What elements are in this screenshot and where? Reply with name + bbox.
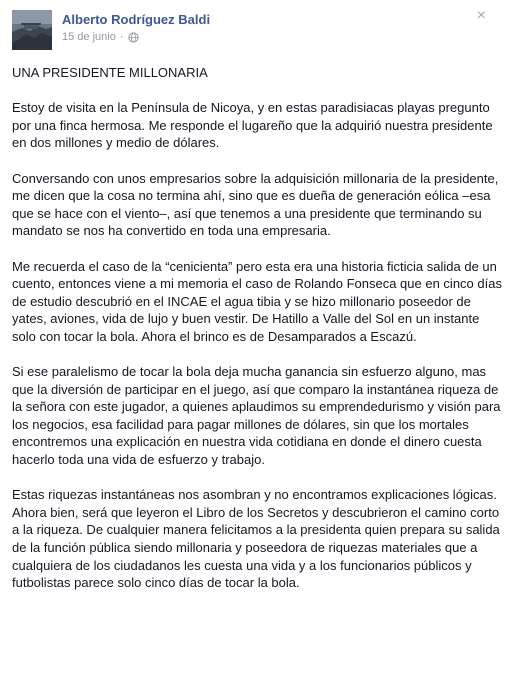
globe-icon[interactable] xyxy=(128,32,139,43)
post-paragraph-5: Estas riquezas instantáneas nos asombran y no encontramos explicaciones lógicas. Ahora bien, será que leyeron el Libro de los Secretos y descubrieron el camino corto a la riqueza. De cualquier manera felicitamos a la presidenta quien prepara su salida de la función pública siendo millonaria y poseedora de riquezas materiales que a cualquiera de los ciudadanos les cuesta una vida y a los funcionarios públicos y futbolistas parece solo cinco días de tocar la bola. xyxy=(12,487,500,591)
post-timestamp[interactable]: 15 de junio xyxy=(62,31,116,43)
close-icon[interactable]: × xyxy=(476,7,486,24)
post-paragraph-3: Me recuerda el caso de la “cenicienta” pero esta era una historia ficticia salida de un cuento, entonces viene a mi memoria el caso de Rolando Fonseca que en cinco días de estudio descubrió en el INCAE el agua tibia y se hizo millonario poseedor de yates, aviones, vida de lujo y buen vestir. De Hatillo a Valle del Sol en un instante solo con tocar la bola. Ahora el brinco es de Desamparados a Escazú. xyxy=(12,258,502,344)
post-content xyxy=(12,64,502,609)
avatar[interactable] xyxy=(12,10,52,50)
post-paragraph-1: Estoy de visita en la Península de Nicoya, y en estas paradisiacas playas pregunto por una finca hermosa. Me responde el lugareño que la adquirió nuestra presidente en dos millones y medio de dólares. xyxy=(12,100,493,151)
post-title: UNA PRESIDENTE MILLONARIA xyxy=(12,65,208,80)
post-header xyxy=(12,8,492,54)
author-name[interactable]: Alberto Rodríguez Baldi xyxy=(62,12,211,27)
post-meta xyxy=(62,31,139,43)
meta-separator: · xyxy=(119,31,124,43)
post-paragraph-2: Conversando con unos empresarios sobre la adquisición millonaria de la presidente, me dicen que la cosa no termina ahí, sino que es dueña de generación eólica –esa que se hace con el viento–, así que tenemos a una presidente que terminando su mandato se nos ha convertido en toda una empresaria. xyxy=(12,170,499,239)
post-paragraph-4: Si ese paralelismo de tocar la bola deja mucha ganancia sin esfuerzo alguno, mas que la diversión de participar en el juego, así que comparo la instantánea riqueza de la señora con este jugador, a quienes aplaudimos su emprendedurismo y visión para los negocios, esa facilidad para pagar millones de dólares, sin que los mortales encontremos una explicación en nuestra vida cotidiana en donde el dinero cuesta hacerlo toda una vida de esfuerzo y trabajo. xyxy=(12,364,501,468)
avatar-photo xyxy=(12,10,52,50)
